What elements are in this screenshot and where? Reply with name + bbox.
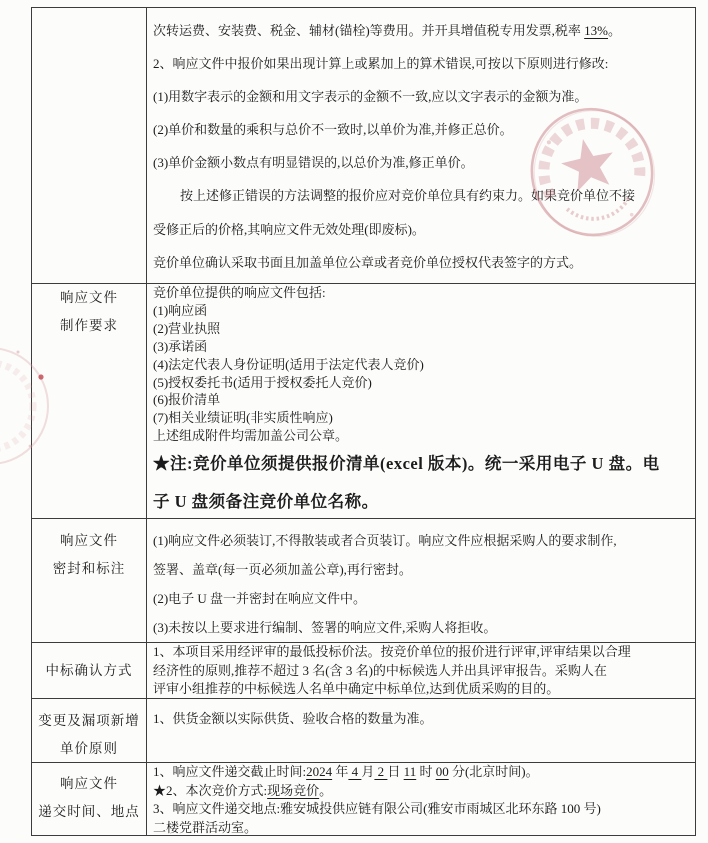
cell-line: 3、响应文件递交地点:雅安城投供应链有限公司(雅安市雨城区北环东路 100 号) <box>153 801 601 817</box>
row-label: 制作要求 <box>60 318 118 333</box>
highlighted-note-line: ★注:竞价单位须提供报价清单(excel 版本)。统一采用电子 U 盘。电 <box>153 454 660 474</box>
cell-line: (7)相关业绩证明(非实质性响应) <box>153 410 333 426</box>
underlined-value: 13% <box>584 23 609 38</box>
cell-line: (4)法定代表人身份证明(适用于法定代表人竞价) <box>153 356 424 372</box>
text-segment: 分(北京时间)。 <box>448 764 539 779</box>
row-content-cell <box>147 699 695 762</box>
cell-line: 评审小组推荐的中标候选人名单中确定中标单位,达到优质采购的目的。 <box>153 681 560 697</box>
row-content-cell <box>147 8 695 283</box>
row-content-cell <box>147 284 695 518</box>
table-row <box>32 643 695 699</box>
row-label-cell <box>32 763 147 835</box>
row-label: 响应文件 <box>60 776 118 791</box>
cell-line: (3)单价金额小数点有明显错误的,以总价为准,修正单价。 <box>153 155 474 171</box>
underlined-value: 00 <box>435 764 449 779</box>
cell-line: 按上述修正错误的方法调整的报价应对竞价单位具有约束力。如果竞价单位不接 <box>180 188 636 204</box>
underlined-value: 2 <box>374 764 388 779</box>
cell-line: 2、响应文件中报价如果出现计算上或累加上的算术错误,可按以下原则进行修改: <box>153 56 609 72</box>
row-label-cell <box>32 284 147 518</box>
text-segment: 。 <box>319 782 333 798</box>
text-segment: ★2、本次竞价方式: <box>153 782 268 798</box>
table-row <box>32 8 695 284</box>
cell-line <box>153 782 691 801</box>
row-label-cell-empty <box>32 8 147 283</box>
highlighted-note-line: 子 U 盘须备注竞价单位名称。 <box>153 492 379 512</box>
text-segment: 时 <box>416 764 436 779</box>
row-label: 中标确认方式 <box>45 662 133 678</box>
text-segment: 月 <box>361 764 375 779</box>
cell-line: 竞价单位确认采取书面且加盖单位公章或者竞价单位授权代表签字的方式。 <box>153 254 583 270</box>
row-label: 单价原则 <box>60 741 118 756</box>
text-segment: 年 <box>332 764 349 779</box>
cell-line: (2)电子 U 盘一并密封在响应文件中。 <box>153 591 367 606</box>
cell-line: 二楼党群活动室。 <box>153 820 258 835</box>
table-row <box>32 763 695 835</box>
table-row <box>32 284 695 519</box>
text-segment: 1、响应文件递交截止时间: <box>153 764 307 779</box>
table-row <box>32 519 695 643</box>
row-label: 响应文件 <box>60 290 118 305</box>
row-label-cell <box>32 519 147 642</box>
text-segment: 次转运费、安装费、税金、辅材(锚栓)等费用。并开具增值税专用发票,税率 <box>153 23 585 38</box>
cell-line: (1)用数字表示的金额和用文字表示的金额不一致,应以文字表示的金额为准。 <box>153 89 588 105</box>
cell-line: 签署、盖章(每一页必须加盖公章),再行密封。 <box>153 562 412 577</box>
cell-line: (5)授权委托书(适用于授权委托人竞价) <box>153 374 372 390</box>
row-label: 密封和标注 <box>52 561 126 576</box>
cell-line: 受修正后的价格,其响应文件无效处理(即废标)。 <box>153 221 425 237</box>
row-label: 递交时间、地点 <box>38 804 140 819</box>
underlined-value: 现场竞价 <box>267 782 320 798</box>
row-content-cell <box>147 643 695 698</box>
row-content-cell <box>147 519 695 642</box>
cell-line: 经济性的原则,推荐不超过 3 名(含 3 名)的中标候选人并出具评审报告。采购人在 <box>153 662 607 678</box>
underlined-value: 11 <box>403 764 417 779</box>
cell-line: (1)响应文件必须装订,不得散装或者合页装订。响应文件应根据采购人的要求制作, <box>153 533 617 548</box>
text-segment: 日 <box>387 764 404 779</box>
underlined-value: 4 <box>348 764 362 779</box>
table-row <box>32 699 695 763</box>
row-content-cell <box>147 763 695 835</box>
cell-line: (6)报价清单 <box>153 392 221 408</box>
cell-line <box>153 763 691 782</box>
cell-line: 1、本项目采用经评审的最低投标价法。按竞价单位的报价进行评审,评审结果以合理 <box>153 644 631 659</box>
cell-line: 上述组成附件均需加盖公司公章。 <box>153 428 349 444</box>
text-segment: 。 <box>608 23 622 38</box>
cell-line: 1、供货金额以实际供货、验收合格的数量为准。 <box>153 711 433 726</box>
row-label-cell <box>32 699 147 762</box>
cell-line: (1)响应函 <box>153 302 208 318</box>
row-label: 变更及漏项新增 <box>38 713 140 728</box>
cell-line: (2)营业执照 <box>153 320 221 336</box>
cell-line: (3)承诺函 <box>153 338 208 354</box>
underlined-value: 2024 <box>306 764 333 779</box>
row-label-cell <box>32 643 147 698</box>
row-label: 响应文件 <box>60 533 118 548</box>
requirements-table <box>31 7 696 836</box>
cell-line: (2)单价和数量的乘积与总价不一致时,以单价为准,并修正总价。 <box>153 122 513 138</box>
cell-line: 竞价单位提供的响应文件包括: <box>153 285 326 300</box>
cell-line: (3)未按以上要求进行编制、签署的响应文件,采购人将拒收。 <box>153 620 497 635</box>
cell-line <box>153 14 691 47</box>
